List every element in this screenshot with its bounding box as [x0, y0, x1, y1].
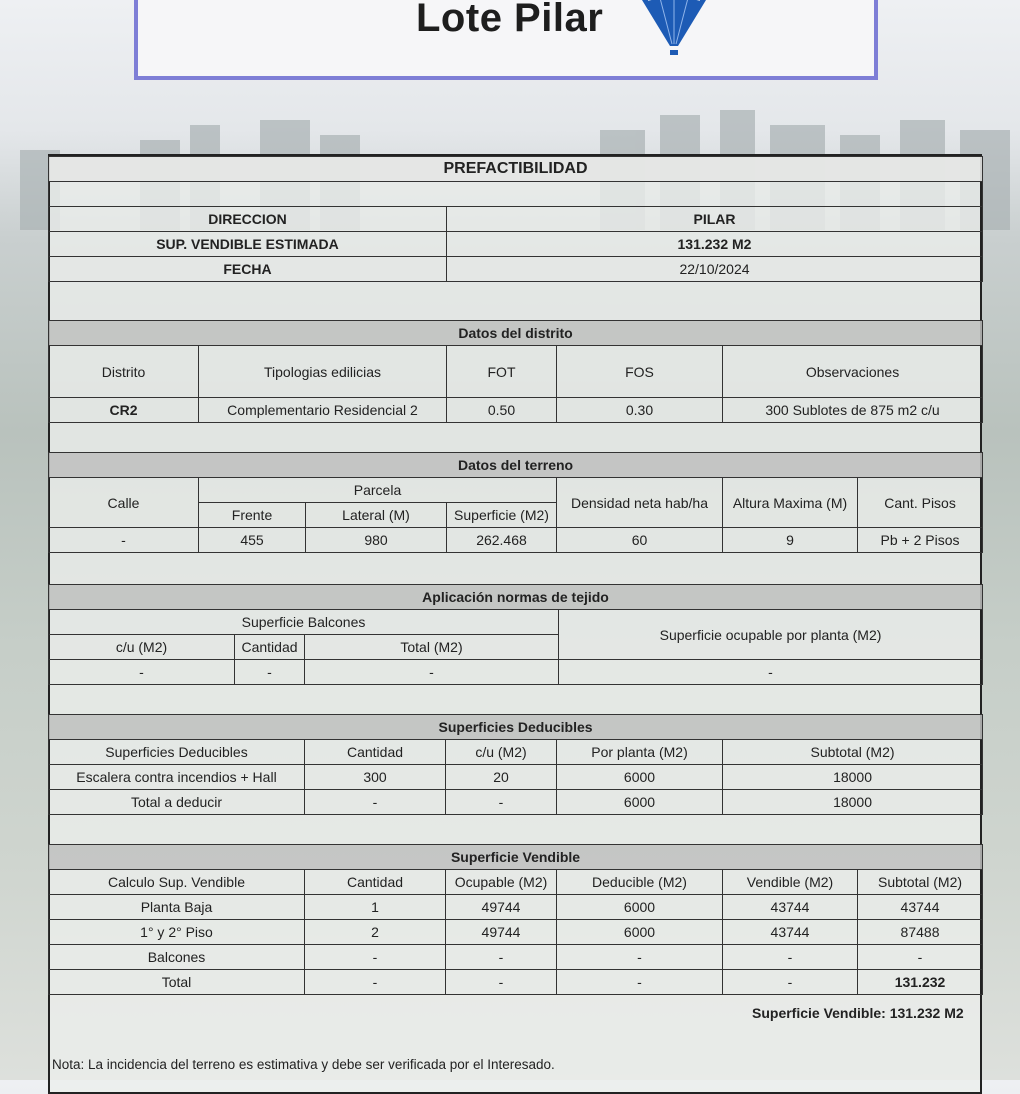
distrito-table: [48, 320, 983, 423]
spacer-row: [49, 182, 983, 207]
altura-header: Altura Maxima (M): [723, 478, 858, 528]
title-box: [134, 0, 878, 80]
footnote: Nota: La incidencia del terreno es estimativa y debe ser verificada por el Interesado.: [52, 1057, 555, 1072]
ocupable-value: -: [559, 660, 983, 685]
fot-header: FOT: [447, 346, 557, 398]
table-row: [49, 920, 983, 945]
cantidad-header: Cantidad: [235, 635, 305, 660]
table-row: [49, 790, 983, 815]
densidad-value: 60: [557, 528, 723, 553]
fot-value: 0.50: [447, 398, 557, 423]
table-cell: 18000: [723, 765, 983, 790]
vendible-summary: Superficie Vendible: 131.232 M2: [752, 1005, 964, 1021]
fos-value: 0.30: [557, 398, 723, 423]
table-cell: 6000: [557, 790, 723, 815]
superficie-header: Superficie (M2): [447, 503, 557, 528]
vendible-col-header: Vendible (M2): [723, 870, 858, 895]
vendible-col-header: Deducible (M2): [557, 870, 723, 895]
vendible-col-header: Cantidad: [305, 870, 446, 895]
prefactibilidad-title: PREFACTIBILIDAD: [49, 157, 983, 182]
vendible-col-header: Ocupable (M2): [446, 870, 557, 895]
table-cell: Escalera contra incendios + Hall: [49, 765, 305, 790]
table-cell: -: [446, 970, 557, 995]
deducibles-title: Superficies Deducibles: [49, 715, 983, 740]
table-row: [49, 765, 983, 790]
table-cell: 6000: [557, 895, 723, 920]
calle-header: Calle: [49, 478, 199, 528]
distrito-value: CR2: [49, 398, 199, 423]
table-cell: -: [305, 970, 446, 995]
table-cell: 87488: [858, 920, 983, 945]
fecha-value: 22/10/2024: [447, 257, 983, 282]
table-cell: -: [305, 790, 446, 815]
table-cell: 6000: [557, 765, 723, 790]
superficie-value: 262.468: [447, 528, 557, 553]
deducibles-col-header: Por planta (M2): [557, 740, 723, 765]
vendible-col-header: Subtotal (M2): [858, 870, 983, 895]
sup-vendible-value: 131.232 M2: [447, 232, 983, 257]
table-cell: Planta Baja: [49, 895, 305, 920]
tejido-table: [48, 584, 983, 685]
tejido-title: Aplicación normas de tejido: [49, 585, 983, 610]
table-cell: 43744: [858, 895, 983, 920]
total-value: -: [305, 660, 559, 685]
tipologias-value: Complementario Residencial 2: [199, 398, 447, 423]
balcones-header: Superficie Balcones: [49, 610, 559, 635]
page-title: Lote Pilar: [416, 0, 604, 40]
table-cell: 18000: [723, 790, 983, 815]
cantidad-value: -: [235, 660, 305, 685]
table-row: [49, 895, 983, 920]
densidad-header: Densidad neta hab/ha: [557, 478, 723, 528]
vendible-col-header: Calculo Sup. Vendible: [49, 870, 305, 895]
table-cell: 2: [305, 920, 446, 945]
deducibles-table: [48, 714, 983, 815]
parcela-header: Parcela: [199, 478, 557, 503]
table-cell: -: [557, 945, 723, 970]
table-cell: -: [557, 970, 723, 995]
terreno-table: [48, 452, 983, 553]
table-cell: Balcones: [49, 945, 305, 970]
vendible-total-value: 131.232: [858, 970, 983, 995]
table-cell: 6000: [557, 920, 723, 945]
table-cell: -: [446, 790, 557, 815]
frente-value: 455: [199, 528, 306, 553]
ocupable-header: Superficie ocupable por planta (M2): [559, 610, 983, 660]
table-cell: Total: [49, 970, 305, 995]
pisos-value: Pb + 2 Pisos: [858, 528, 983, 553]
tipologias-header: Tipologias edilicias: [199, 346, 447, 398]
table-cell: 20: [446, 765, 557, 790]
balloon-logo-icon: [638, 0, 710, 60]
sup-vendible-label: SUP. VENDIBLE ESTIMADA: [49, 232, 447, 257]
prefactibilidad-table: [48, 156, 983, 282]
deducibles-col-header: Cantidad: [305, 740, 446, 765]
table-cell: -: [723, 970, 858, 995]
observaciones-value: 300 Sublotes de 875 m2 c/u: [723, 398, 983, 423]
pisos-header: Cant. Pisos: [858, 478, 983, 528]
observaciones-header: Observaciones: [723, 346, 983, 398]
distrito-title: Datos del distrito: [49, 321, 983, 346]
vendible-table: [48, 844, 983, 995]
vendible-title: Superficie Vendible: [49, 845, 983, 870]
cu-header: c/u (M2): [49, 635, 235, 660]
cu-value: -: [49, 660, 235, 685]
table-cell: -: [723, 945, 858, 970]
frente-header: Frente: [199, 503, 306, 528]
table-cell: 1° y 2° Piso: [49, 920, 305, 945]
table-cell: 300: [305, 765, 446, 790]
table-cell: 43744: [723, 895, 858, 920]
lateral-header: Lateral (M): [306, 503, 447, 528]
table-cell: -: [858, 945, 983, 970]
table-row: [49, 945, 983, 970]
lateral-value: 980: [306, 528, 447, 553]
table-cell: -: [305, 945, 446, 970]
table-cell: -: [446, 945, 557, 970]
deducibles-col-header: Subtotal (M2): [723, 740, 983, 765]
table-row: [49, 970, 983, 995]
fecha-label: FECHA: [49, 257, 447, 282]
table-cell: Total a deducir: [49, 790, 305, 815]
distrito-header: Distrito: [49, 346, 199, 398]
table-cell: 49744: [446, 895, 557, 920]
direccion-label: DIRECCION: [49, 207, 447, 232]
total-header: Total (M2): [305, 635, 559, 660]
deducibles-col-header: c/u (M2): [446, 740, 557, 765]
table-cell: 1: [305, 895, 446, 920]
table-cell: 43744: [723, 920, 858, 945]
fos-header: FOS: [557, 346, 723, 398]
direccion-value: PILAR: [447, 207, 983, 232]
altura-value: 9: [723, 528, 858, 553]
table-cell: 49744: [446, 920, 557, 945]
terreno-title: Datos del terreno: [49, 453, 983, 478]
calle-value: -: [49, 528, 199, 553]
deducibles-col-header: Superficies Deducibles: [49, 740, 305, 765]
